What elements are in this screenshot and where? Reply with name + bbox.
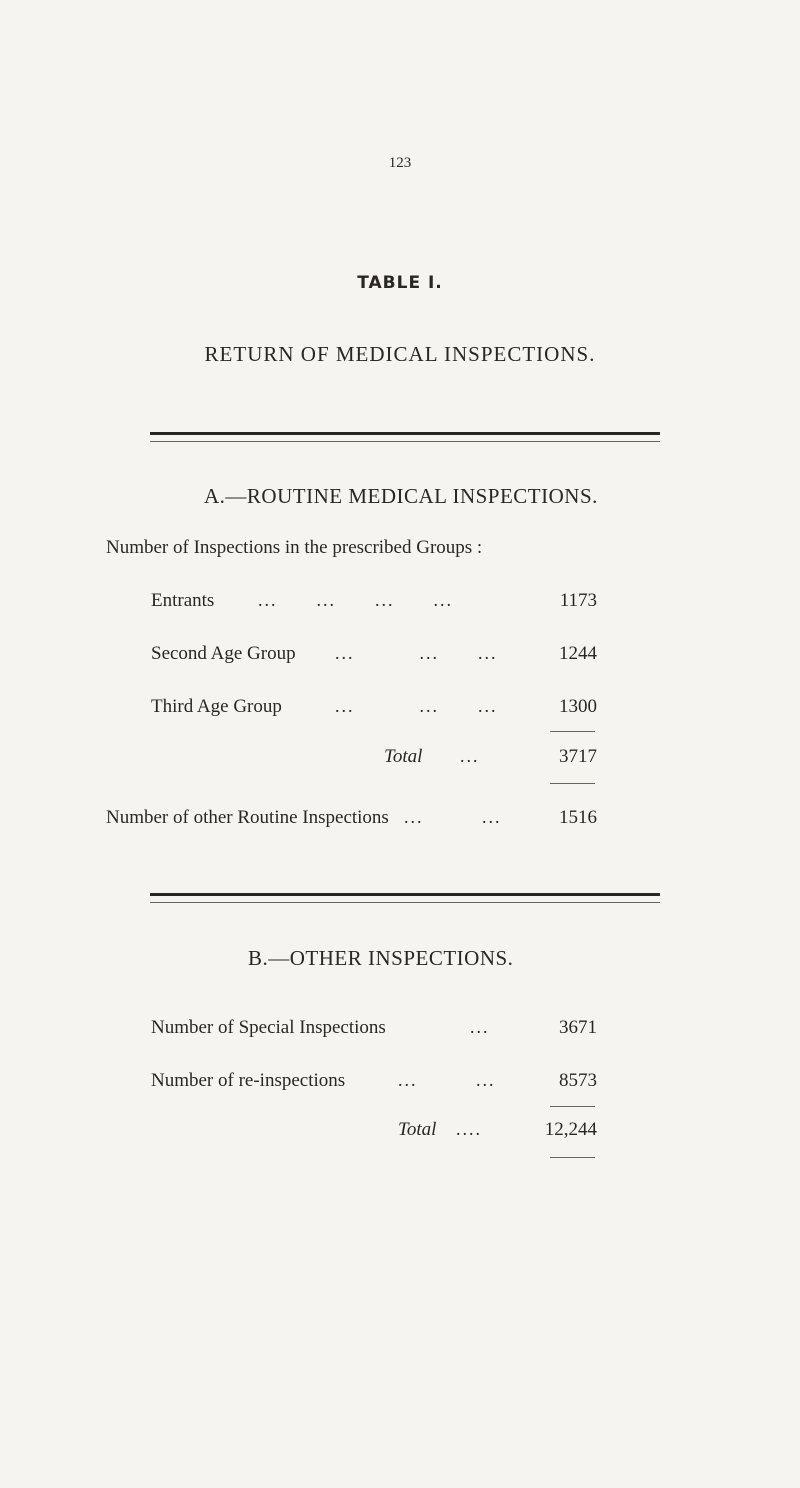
- total-value: 3717: [559, 746, 597, 767]
- leader-dots: ....: [456, 1119, 482, 1139]
- double-rule-top: [150, 432, 660, 442]
- page-heading: RETURN OF MEDICAL INSPECTIONS.: [204, 342, 596, 366]
- leader-dots: ... ... ...: [335, 696, 498, 716]
- leader-dots: ...: [460, 746, 480, 766]
- total-label-b: Total: [398, 1119, 437, 1140]
- double-rule-middle: [150, 893, 660, 903]
- leader-dots: ...: [470, 1017, 490, 1037]
- total-value-b: 12,244: [544, 1119, 597, 1140]
- row-value-entrants: 1173: [559, 590, 597, 611]
- row-value-special-inspections: 3671: [559, 1017, 597, 1038]
- leader-dots: ... ...: [398, 1070, 496, 1090]
- sum-rule: [550, 783, 595, 784]
- section-a-intro: Number of Inspections in the prescribed Groups :: [106, 537, 483, 558]
- row-value-re-inspections: 8573: [559, 1070, 597, 1091]
- total-label: Total: [384, 746, 423, 767]
- leader-dots: ... ... ...: [335, 643, 498, 663]
- row-label-re-inspections: Number of re-inspections: [151, 1070, 346, 1091]
- row-value-second-age-group: 1244: [559, 643, 597, 664]
- page-number: 123: [388, 155, 412, 171]
- other-routine-value: 1516: [559, 807, 597, 828]
- section-b-title: B.—OTHER INSPECTIONS.: [248, 946, 514, 970]
- other-routine-label: Number of other Routine Inspections: [106, 807, 389, 828]
- row-label-third-age-group: Third Age Group: [151, 696, 282, 717]
- row-label-special-inspections: Number of Special Inspections: [151, 1017, 386, 1038]
- row-value-third-age-group: 1300: [559, 696, 597, 717]
- leader-dots: ... ... ... ...: [258, 590, 453, 610]
- sum-rule: [550, 1157, 595, 1158]
- row-label-entrants: Entrants: [151, 590, 215, 611]
- row-label-second-age-group: Second Age Group: [151, 643, 296, 664]
- section-a-title: A.—ROUTINE MEDICAL INSPECTIONS.: [204, 484, 598, 508]
- sum-rule: [550, 731, 595, 732]
- leader-dots: ... ...: [404, 807, 502, 827]
- sum-rule: [550, 1106, 595, 1107]
- table-title: TABLE I.: [357, 273, 443, 293]
